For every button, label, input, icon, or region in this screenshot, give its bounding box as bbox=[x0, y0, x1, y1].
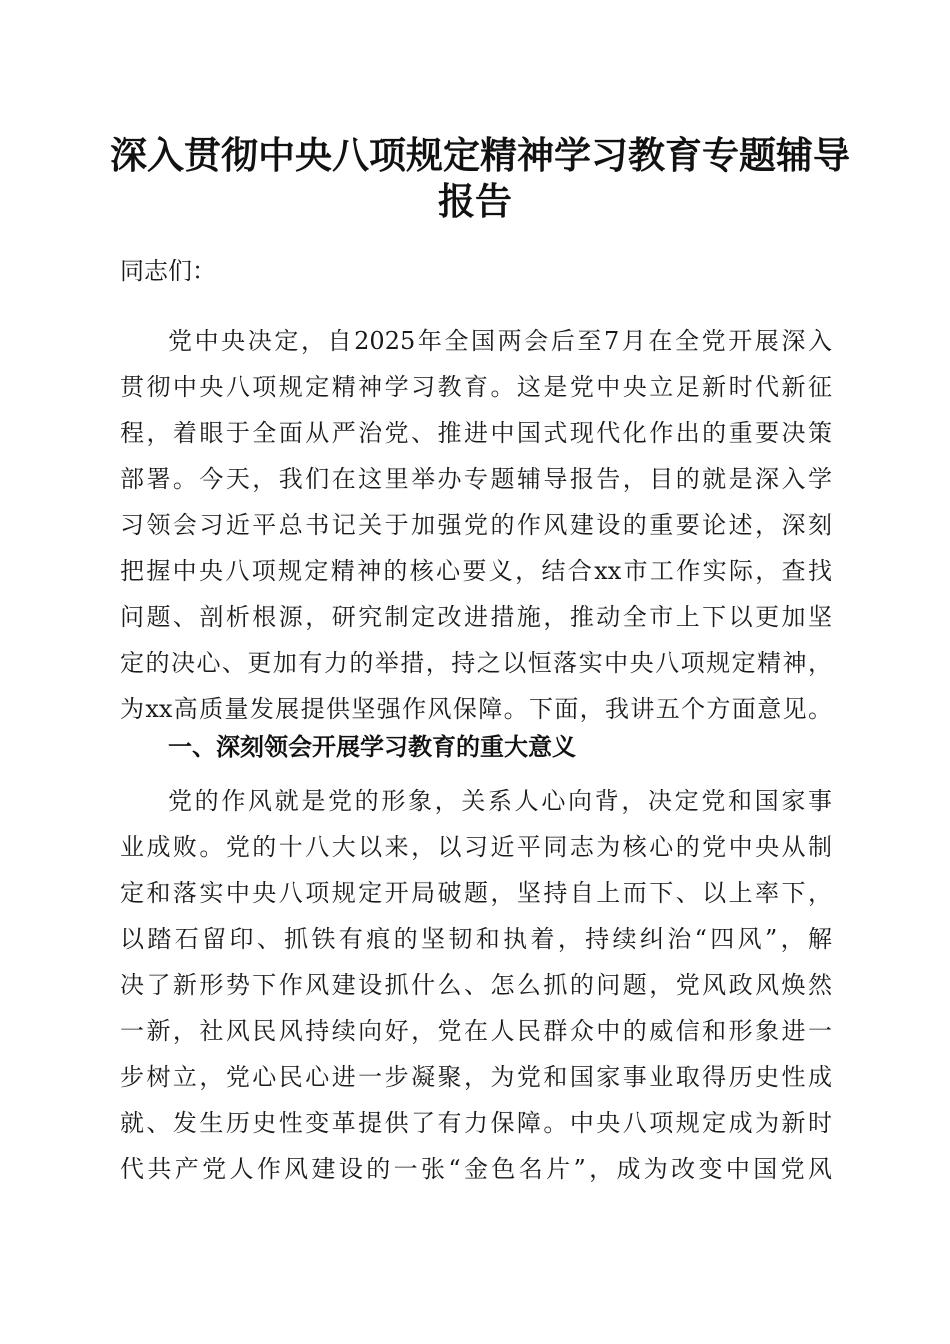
paragraph-1-line: 把握中央八项规定精神的核心要义，结合xx市工作实际，查找 bbox=[120, 557, 832, 585]
paragraph-2-line: 就、发生历史性变革提供了有力保障。中央八项规定成为新时 bbox=[120, 1109, 832, 1137]
paragraph-1-line: 程，着眼于全面从严治党、推进中国式现代化作出的重要决策 bbox=[120, 419, 832, 447]
paragraph-2-line: 定和落实中央八项规定开局破题，坚持自上而下、以上率下， bbox=[120, 879, 832, 907]
paragraph-2-line: 以踏石留印、抓铁有痕的坚韧和执着，持续纠治“四风”，解 bbox=[120, 925, 832, 953]
paragraph-1-line: 定的决心、更加有力的举措，持之以恒落实中央八项规定精神， bbox=[120, 649, 832, 677]
document-title-line-1: 深入贯彻中央八项规定精神学习教育专题辅导 bbox=[110, 133, 850, 177]
paragraph-1-line: 党中央决定，自2025年全国两会后至7月在全党开展深入 bbox=[168, 327, 832, 355]
paragraph-2-line: 党的作风就是党的形象，关系人心向背，决定党和国家事 bbox=[168, 787, 832, 815]
paragraph-2-line: 步树立，党心民心进一步凝聚，为党和国家事业取得历史性成 bbox=[120, 1063, 832, 1091]
paragraph-2-line: 业成败。党的十八大以来，以习近平同志为核心的党中央从制 bbox=[120, 833, 832, 861]
document-title-line-2: 报告 bbox=[438, 179, 512, 223]
paragraph-2-line: 一新，社风民风持续向好，党在人民群众中的威信和形象进一 bbox=[120, 1017, 832, 1045]
paragraph-2-line: 代共产党人作风建设的一张“金色名片”，成为改变中国党风 bbox=[120, 1155, 832, 1183]
paragraph-2-line: 决了新形势下作风建设抓什么、怎么抓的问题，党风政风焕然 bbox=[120, 971, 832, 999]
paragraph-1-line: 贯彻中央八项规定精神学习教育。这是党中央立足新时代新征 bbox=[120, 373, 832, 401]
paragraph-1-line: 习领会习近平总书记关于加强党的作风建设的重要论述，深刻 bbox=[120, 511, 832, 539]
salutation: 同志们： bbox=[120, 257, 216, 285]
section-1-heading: 一、深刻领会开展学习教育的重大意义 bbox=[168, 733, 576, 761]
paragraph-1-line: 问题、剖析根源，研究制定改进措施，推动全市上下以更加坚 bbox=[120, 603, 832, 631]
paragraph-1-line: 部署。今天，我们在这里举办专题辅导报告，目的就是深入学 bbox=[120, 465, 832, 493]
paragraph-1-line: 为xx高质量发展提供坚强作风保障。下面，我讲五个方面意见。 bbox=[120, 695, 832, 723]
